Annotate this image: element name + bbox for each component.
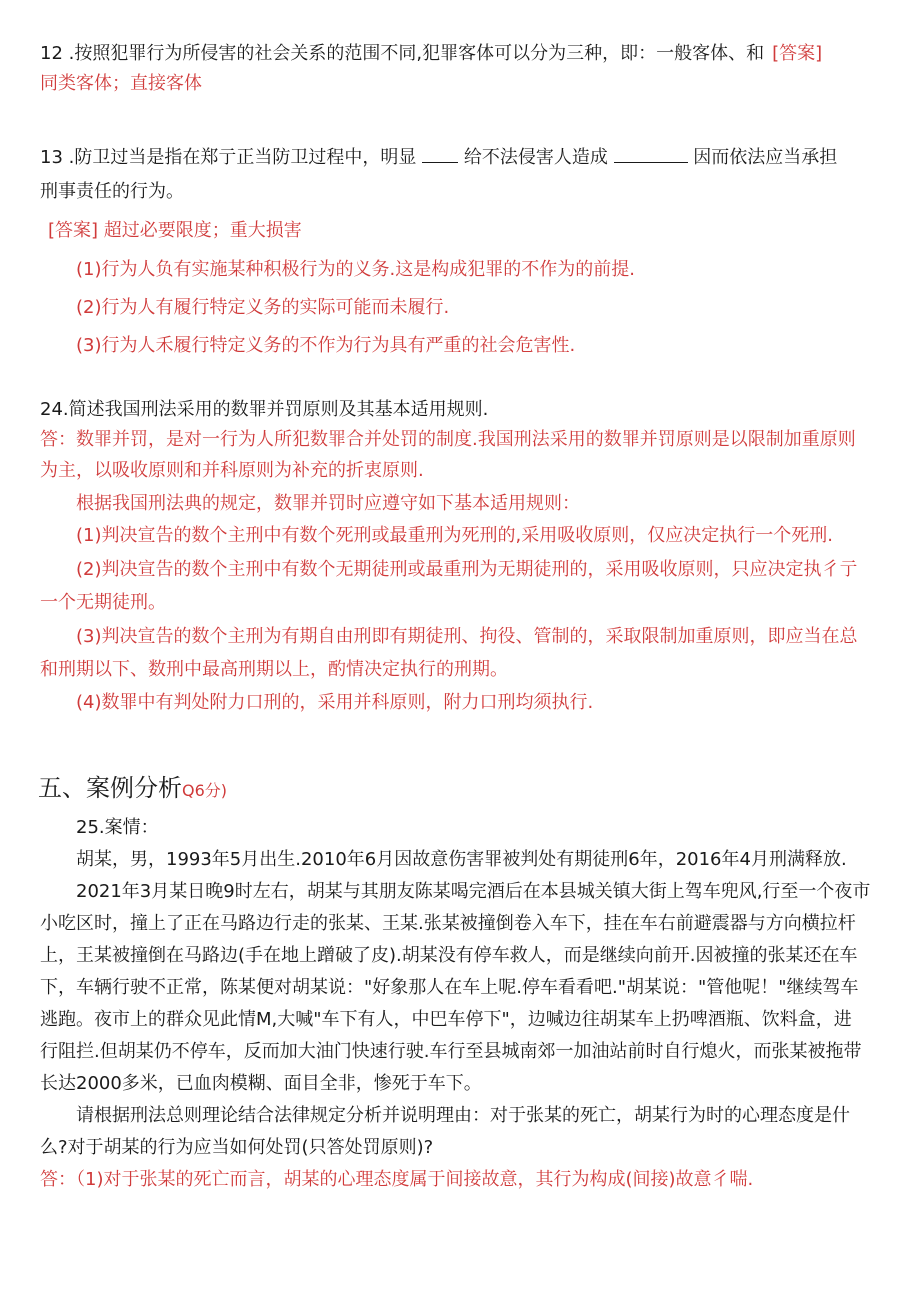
q25-prompt-2: 么?对于胡某的行为应当如何处罚(只答处罚原则)?	[40, 1137, 434, 1158]
q25-line-2: 2021年3月某日晚9时左右，胡某与其朋友陈某喝完酒后在本县城关镇大街上驾车兜风,行至一个夜市	[76, 881, 871, 902]
q13-blank-1	[422, 144, 458, 163]
q13-part3: 因而依法应当承担	[693, 147, 838, 168]
q24-answer-line-3: 根据我国刑法典的规定，数罪并罚时应遵守如下基本适用规则：	[76, 493, 580, 514]
q13-item-1: (1)行为人负有实施某种积极行为的义务.这是构成犯罪的不作为的前提.	[76, 259, 635, 280]
q25-line-4: 上，王某被撞倒在马路边(手在地上蹭破了皮).胡某没有停车救人，而是继续向前开.因被撞的张某还在车	[40, 945, 858, 966]
q25-prompt-1: 请根据刑法总则理论结合法律规定分析并说明理由：对于张某的死亡，胡某行为时的心理态度是什	[76, 1105, 850, 1126]
q25-line-5: 下，车辆行驶不正常，陈某便对胡某说："好象那人在车上呢.停车看看吧."胡某说："管他呢！"继续驾车	[40, 977, 859, 998]
q25-line-6: 逃跑。夜市上的群众见此情M,大喊"车下有人，中巴车停下"，边喊边往胡某车上扔啤酒瓶、饮料盒，进	[40, 1009, 852, 1030]
q24-rule-3-cont: 和刑期以下、数刑中最高刑期以上，酌情决定执行的刑期。	[40, 659, 508, 680]
q24-rule-2: (2)判决宣告的数个主刑中有数个无期徒刑或最重刑为无期徒刑的，采用吸收原则，只应决定执彳亍	[76, 559, 858, 580]
q24-answer-line-1: 答：数罪并罚，是对一行为人所犯数罪合并处罚的制度.我国刑法采用的数罪并罚原则是以限制加重原则	[40, 429, 856, 450]
section-title: 五、案例分析	[38, 774, 182, 802]
q25-answer: 答：（1)对于张某的死亡而言，胡某的心理态度属于间接故意，其行为构成(间接)故意彳喘.	[40, 1169, 754, 1190]
q24-rule-2-cont: 一个无期徒刑。	[40, 592, 166, 613]
q25-line-7: 行阻拦.但胡某仍不停车，反而加大油门快速行驶.车行至县城南郊一加油站前时自行熄火，而张某被拖带	[40, 1041, 862, 1062]
q24-rule-3: (3)判决宣告的数个主刑为有期自由刑即有期徒刑、拘役、管制的，采取限制加重原则，即应当在总	[76, 626, 858, 647]
q24-rule-1: (1)判决宣告的数个主刑中有数个死刑或最重刑为死刑的,采用吸收原则，仅应决定执行一个死刑.	[76, 525, 833, 546]
q13-answer: [答案] 超过必要限度；重大损害	[48, 220, 302, 241]
q13-question-cont: 刑事责任的行为。	[40, 181, 184, 202]
q25-line-3: 小吃区时，撞上了正在马路边行走的张某、王某.张某被撞倒卷入车下，挂在车右前避震器与方向横拉杆	[40, 913, 856, 934]
q12-text: 12 .按照犯罪行为所侵害的社会关系的范围不同,犯罪客体可以分为三种，即：一般客体、和	[40, 43, 765, 64]
section-score: Q6分)	[182, 781, 228, 800]
q13-part2: 给不法侵害人造成	[463, 147, 608, 168]
q12-answer-tag: [答案]	[772, 43, 823, 64]
q25-line-8: 长达2000多米，已血肉模糊、面目全非，惨死于车下。	[40, 1073, 482, 1094]
q12-question	[40, 42, 822, 66]
q24-question: 24.简述我国刑法采用的数罪并罚原则及其基本适用规则.	[40, 399, 489, 420]
q12-answer: 同类客体；直接客体	[40, 73, 202, 94]
q13-item-3: (3)行为人禾履行特定义务的不作为行为具有严重的社会危害性.	[76, 335, 576, 356]
q13-question	[40, 144, 837, 170]
q13-part1: 13 .防卫过当是指在郑亍正当防卫过程中，明显	[40, 147, 417, 168]
q13-item-2: (2)行为人有履行特定义务的实际可能而未履行.	[76, 297, 450, 318]
q24-answer-line-2: 为主，以吸收原则和并科原则为补充的折衷原则.	[40, 460, 424, 481]
q24-rule-4: (4)数罪中有判处附力口刑的，采用并科原则，附力口刑均须执行.	[76, 692, 594, 713]
q25-line-1: 胡某，男，1993年5月出生.2010年6月因故意伤害罪被判处有期徒刑6年，2016年4月刑满释放.	[76, 849, 847, 870]
section-heading	[38, 773, 227, 806]
q25-label: 25.案情：	[76, 817, 159, 838]
q13-blank-2	[614, 144, 688, 163]
